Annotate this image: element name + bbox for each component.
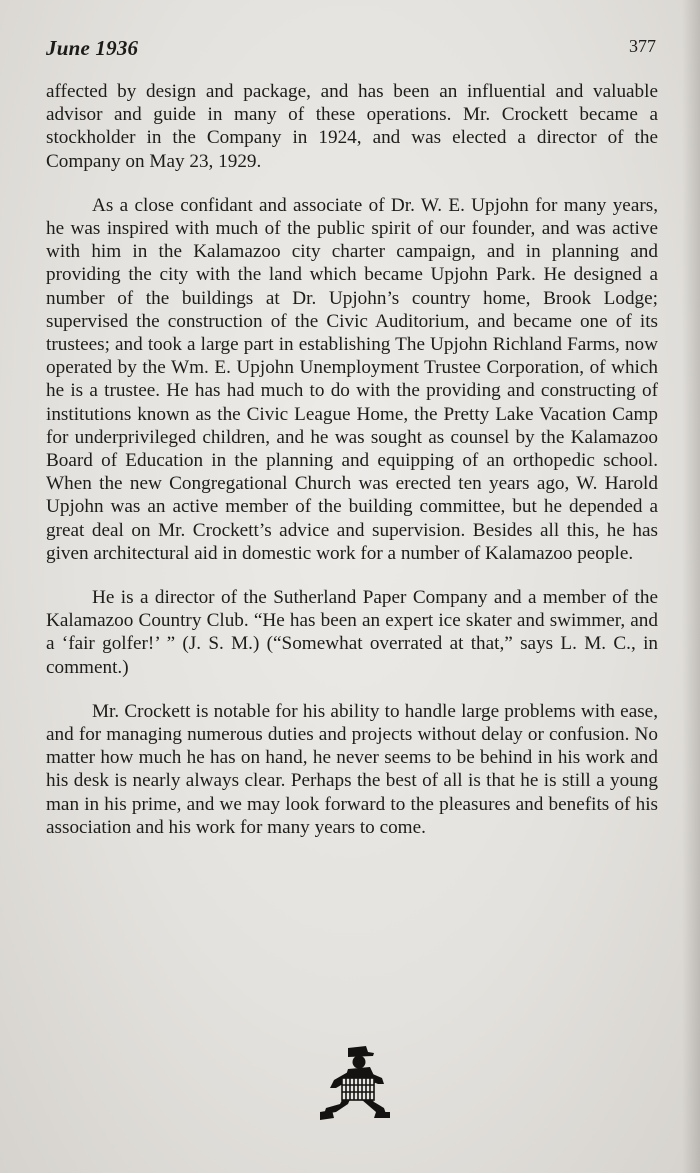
article-body [46,80,658,860]
running-head: June 1936 [46,36,139,60]
paragraph-3: He is a director of the Sutherland Paper Company and a member of the Kalamazoo Country Club. “He has been an expert ice skater and swimmer, and a ‘fair golfer!’ ” (J. S. M.) (“Somewhat overrated at that,” says L. M. C., in comment.) [46,587,658,678]
paragraph-2: As a close confidant and associate of Dr. W. E. Upjohn for many years, he was inspired with much of the public spirit of our founder, and was active with him in the Kalamazoo city charter campaign, and in planning and providing the city with the land which became Upjohn Park. He designed a number of the buildings at Dr. Upjohn’s country home, Brook Lodge; supervised the construction of the Civic Auditorium, and became one of its trustees; and took a large part in establishing The Upjohn Richland Farms, now operated by the Wm. E. Upjohn Unemployment Trustee Corporation, of which he is a trustee. He has had much to do with the providing and constructing of institutions known as the Civic League Home, the Pretty Lake Vacation Camp for underprivileged children, and he was sought as counsel by the Kalamazoo Board of Education in the planning and equipping of an orthopedic school. When the new Congregational Church was erected ten years ago, W. Harold Upjohn was an active member of the building committee, but he depended a great deal on Mr. Crockett’s advice and supervision. Besides all this, he has given architectural aid in domestic work for a number of Kalamazoo people. [46,194,658,564]
running-figure-icon [318,1042,392,1128]
page-header [46,36,656,66]
paragraph-4: Mr. Crockett is notable for his ability to handle large problems with ease, and for managing numerous duties and projects without delay or confusion. No matter how much he has on hand, he never seems to be behind in his work and his desk is nearly always clear. Perhaps the best of all is that he is still a young man in his prime, and we may look forward to the pleasures and benefits of his association and his work for many years to come. [46,700,658,838]
paragraph-1: affected by design and package, and has been an influential and valuable advisor and guide in many of these operations. Mr. Crockett became a stockholder in the Company in 1924, and was elected a director of the Company on May 23, 1929. [46,81,658,172]
page-number: 377 [629,36,656,56]
